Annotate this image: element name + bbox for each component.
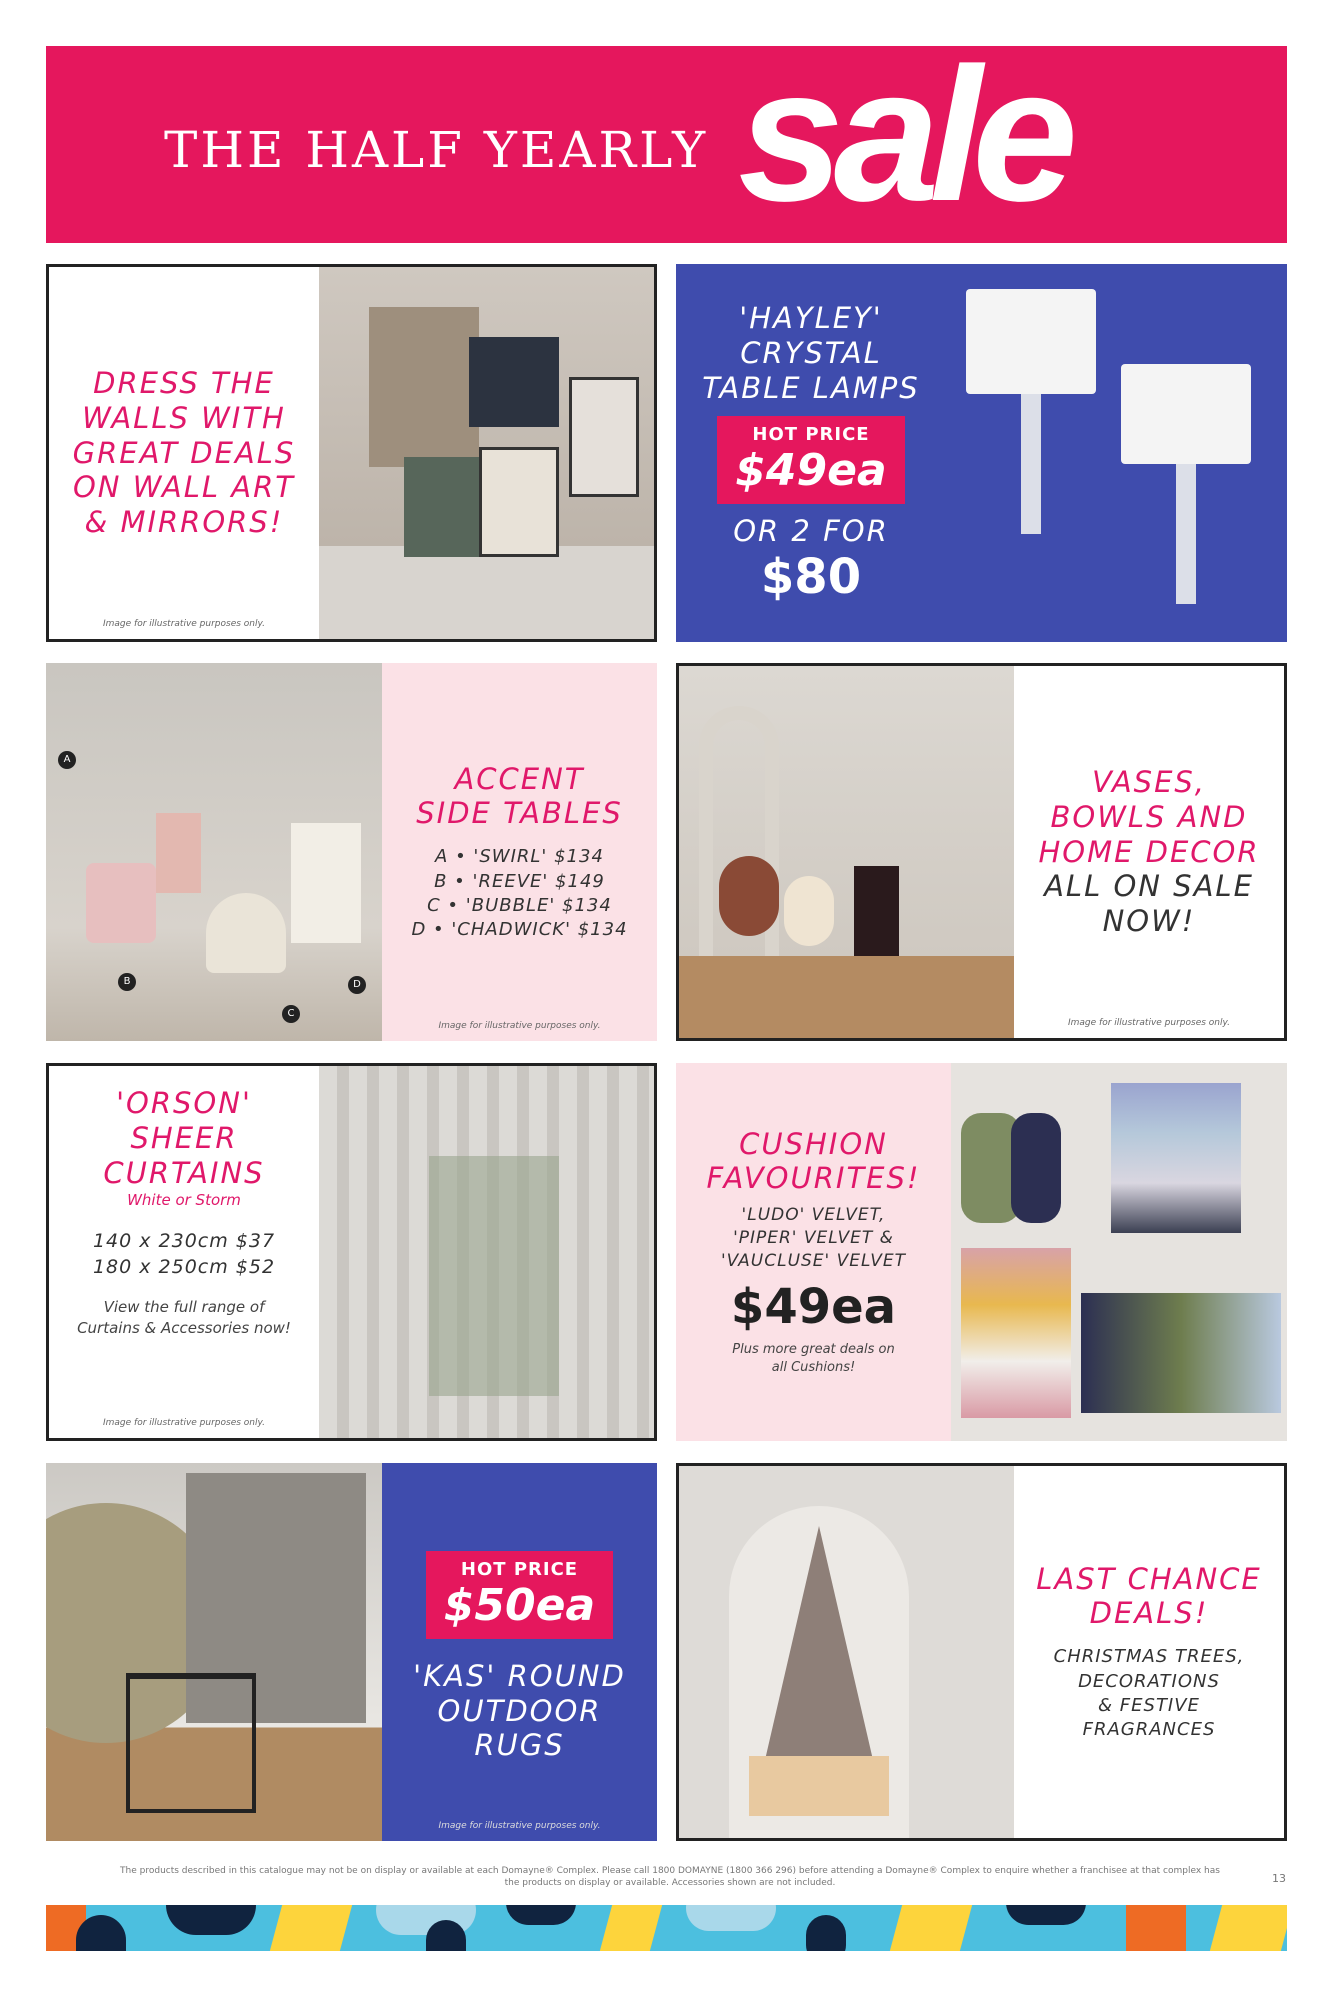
curtains-image	[319, 1066, 654, 1438]
banner-title: THE HALF YEARLY	[164, 120, 709, 179]
cushions-price: $49ea	[730, 1279, 897, 1336]
side-tables-image	[46, 663, 382, 1041]
rugs-heading: 'KAS' ROUND OUTDOOR RUGS	[413, 1658, 626, 1763]
christmas-list: CHRISTMAS TREES, DECORATIONS & FESTIVE FRAGRANCES	[1053, 1646, 1245, 1741]
sale-logo: sale	[738, 28, 1068, 241]
panel-curtains[interactable]	[46, 1063, 657, 1441]
disclaimer: Image for illustrative purposes only.	[103, 1418, 265, 1428]
hot-price-badge: HOT PRICE $49ea	[717, 416, 904, 504]
curtains-sizes: 140 x 230cm $37 180 x 250cm $52	[92, 1230, 276, 1279]
wall-art-heading: DRESS THE WALLS WITH GREAT DEALS ON WALL ART & MIRRORS!	[72, 366, 296, 540]
page-number: 13	[1272, 1872, 1286, 1885]
panel-lamps[interactable]	[676, 264, 1287, 642]
curtains-colours: White or Storm	[127, 1191, 241, 1210]
disclaimer: Image for illustrative purposes only.	[1068, 1018, 1230, 1028]
marker-d: D	[348, 976, 366, 994]
decorative-stripe	[46, 1905, 1287, 1951]
curtains-note: View the full range of Curtains & Accessories now!	[77, 1297, 291, 1337]
offer-price: $80	[760, 548, 862, 605]
cushions-list: 'LUDO' VELVET, 'PIPER' VELVET & 'VAUCLUSE' VELVET	[721, 1205, 906, 1272]
hot-price-badge: HOT PRICE $50ea	[426, 1551, 613, 1639]
curtains-heading: 'ORSON' SHEER CURTAINS	[103, 1086, 265, 1190]
side-tables-list: A • 'SWIRL' $134 B • 'REEVE' $149 C • 'BUBBLE' $134 D • 'CHADWICK' $134	[411, 846, 628, 941]
marker-a: A	[58, 751, 76, 769]
panel-wall-art[interactable]	[46, 264, 657, 642]
panel-side-tables[interactable]	[46, 663, 657, 1041]
christmas-heading: LAST CHANCE DEALS!	[1036, 1561, 1262, 1631]
panel-christmas[interactable]	[676, 1463, 1287, 1841]
lamps-heading: 'HAYLEY' CRYSTAL TABLE LAMPS	[702, 301, 920, 405]
disclaimer: Image for illustrative purposes only.	[103, 619, 265, 629]
rugs-image	[46, 1463, 382, 1841]
vases-image	[679, 666, 1014, 1038]
vases-subheading: ALL ON SALE NOW!	[1044, 869, 1254, 939]
disclaimer: Image for illustrative purposes only.	[438, 1021, 601, 1031]
marker-b: B	[118, 973, 136, 991]
panel-cushions[interactable]	[676, 1063, 1287, 1441]
disclaimer: Image for illustrative purposes only.	[438, 1821, 601, 1831]
panel-rugs[interactable]	[46, 1463, 657, 1841]
offer-text: OR 2 FOR	[733, 513, 889, 548]
panel-vases[interactable]	[676, 663, 1287, 1041]
marker-c: C	[282, 1005, 300, 1023]
lamps-image	[946, 264, 1287, 642]
cushions-image	[951, 1063, 1287, 1441]
footer-disclaimer: The products described in this catalogue may not be on display or available at each Domayne® Complex. Please call 1800 DOMAYNE (1800 366 296) before attending a Domayne® Complex to enquire whether a franchisee at that complex has the products on display or available. Accessories shown are not included.	[120, 1866, 1220, 1888]
sale-banner	[46, 28, 1287, 243]
christmas-image	[679, 1466, 1014, 1838]
wall-art-image	[319, 267, 654, 639]
cushions-heading: CUSHION FAVOURITES!	[706, 1126, 921, 1196]
vases-heading: VASES, BOWLS AND HOME DECOR	[1038, 765, 1260, 869]
side-tables-heading: ACCENT SIDE TABLES	[416, 761, 623, 831]
cushions-note: Plus more great deals on all Cushions!	[732, 1342, 895, 1376]
